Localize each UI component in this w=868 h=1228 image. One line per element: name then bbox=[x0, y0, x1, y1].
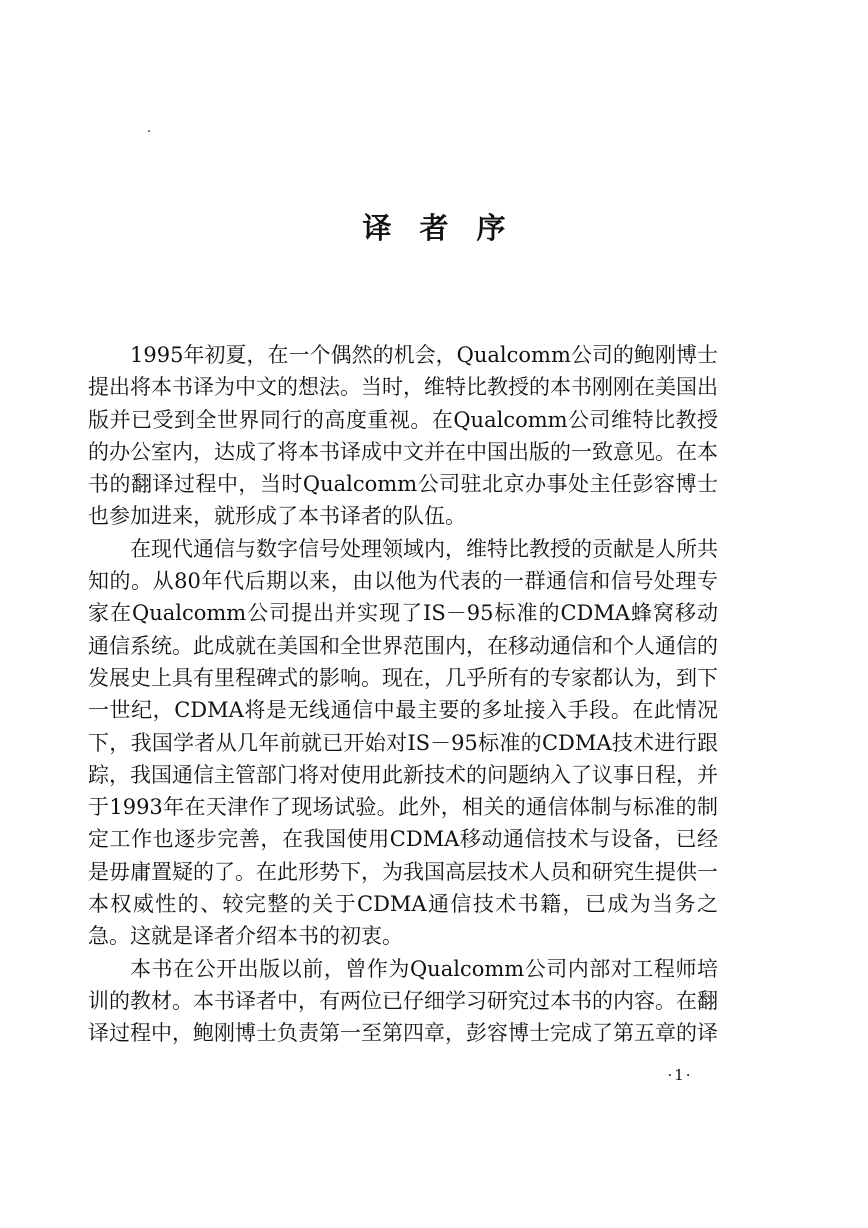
paragraph: 本书在公开出版以前，曾作为Qualcomm公司内部对工程师培训的教材。本书译者中，有两位已仔细学习研究过本书的内容。在翻译过程中，鲍刚博士负责第一至第四章，彭容博士完成了第五章的译 bbox=[88, 956, 718, 1046]
page-title: 译者序 bbox=[362, 211, 534, 245]
paragraph: 在现代通信与数字信号处理领域内，维特比教授的贡献是人所共知的。从80年代后期以来，由以他为代表的一群通信和信号处理专家在Qualcomm公司提出并实现了IS－95标准的CDMA蜂窝移动通信系统。此成就在美国和全世界范围内，在移动通信和个人通信的发展史上具有里程碑式的影响。现在，几乎所有的专家都认为，到下一世纪，CDMA将是无线通信中最主要的多址接入手段。在此情况下，我国学者从几年前就已开始对IS－95标准的CDMA技术进行跟踪，我国通信主管部门将对使用此新技术的问题纳入了议事日程，并于1993年在天津作了现场试验。此外，相关的通信体制与标准的制定工作也逐步完善，在我国使用CDMA移动通信技术与设备，已经是毋庸置疑的了。在此形势下，为我国高层技术人员和研究生提供一本权威性的、较完整的关于CDMA通信技术书籍，已成为当务之急。这就是译者介绍本书的初衷。 bbox=[88, 536, 718, 949]
body-text bbox=[88, 339, 718, 1050]
scan-speck bbox=[148, 130, 150, 132]
page-number: ·1· bbox=[667, 1066, 693, 1084]
paragraph: 1995年初夏，在一个偶然的机会，Qualcomm公司的鲍刚博士提出将本书译为中文的想法。当时，维特比教授的本书刚刚在美国出版并已受到全世界同行的高度重视。在Qualcomm公司维特比教授的办公室内，达成了将本书译成中文并在中国出版的一致意见。在本书的翻译过程中，当时Qualcomm公司驻北京办事处主任彭容博士也参加进来，就形成了本书译者的队伍。 bbox=[88, 343, 718, 529]
